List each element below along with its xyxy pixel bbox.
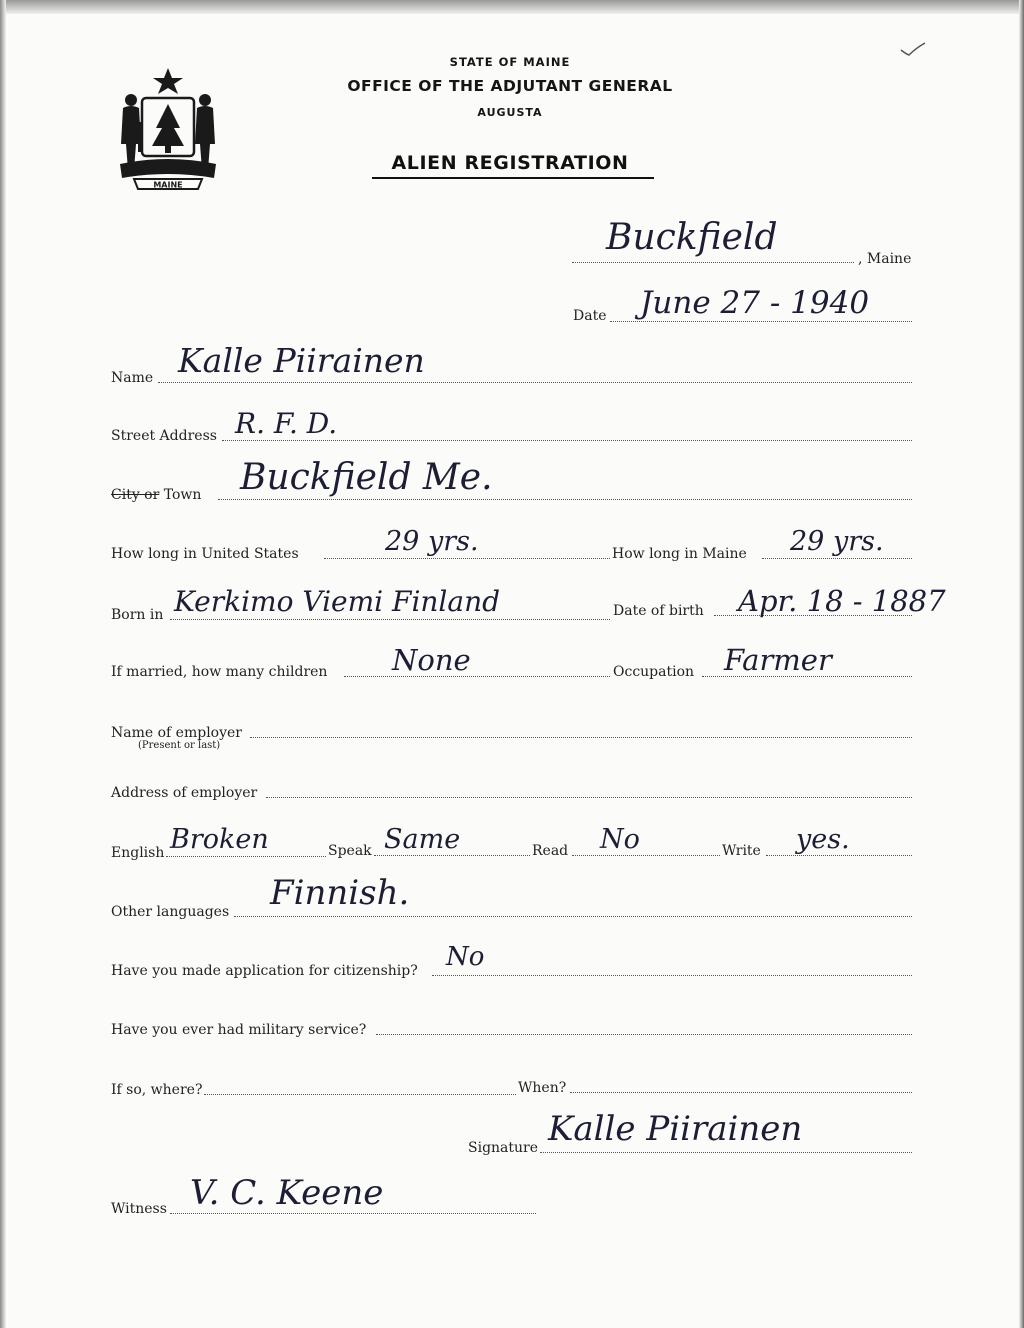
military-label: Have you ever had military service? [111,1022,367,1038]
where-line [204,1094,516,1095]
english-line [166,856,326,857]
read-line [572,855,720,856]
read-entry: No [600,824,640,855]
office-heading: OFFICE OF THE ADJUTANT GENERAL [347,77,673,95]
speak-label: Speak [328,843,372,859]
born-in-line [170,619,610,620]
signature-entry: Kalle Piirainen [548,1109,803,1149]
name-label: Name [111,370,154,386]
name-line [158,382,912,383]
children-label: If married, how many children [111,664,328,680]
write-entry: yes. [796,824,850,855]
citizenship-line [432,975,912,976]
check-mark-icon [898,40,928,60]
witness-label: Witness [111,1201,167,1217]
english-label: English [111,845,165,861]
employer-line [250,737,912,738]
how-long-us-line [324,558,610,559]
place-entry: Buckfield [606,217,778,258]
maine-label: , Maine [858,251,912,267]
signature-label: Signature [468,1140,539,1156]
employer-address-label: Address of employer [111,785,258,801]
occupation-label: Occupation [613,664,695,680]
citizenship-label: Have you made application for citizenship? [111,963,418,979]
born-in-label: Born in [111,607,164,623]
name-entry: Kalle Piirainen [178,341,425,380]
when-line [570,1092,912,1093]
city-heading: AUGUSTA [477,106,543,119]
children-line [344,676,610,677]
other-languages-entry: Finnish. [270,873,410,913]
signature-line [540,1152,912,1153]
date-entry: June 27 - 1940 [640,285,870,321]
military-line [376,1034,912,1035]
write-line [766,855,912,856]
how-long-maine-line [762,558,912,559]
city-or-struck-label: City or [111,487,160,503]
maine-state-seal-icon [112,66,224,190]
speak-line [374,855,530,856]
other-languages-label: Other languages [111,904,230,920]
state-heading: STATE OF MAINE [449,55,571,69]
witness-entry: V. C. Keene [190,1173,384,1213]
street-entry: R. F. D. [235,407,338,440]
speak-entry: Same [384,824,461,855]
town-label: Town [163,487,202,503]
form-title: ALIEN REGISTRATION [391,152,629,174]
place-line [572,262,854,263]
born-in-entry: Kerkimo Viemi Finland [174,585,501,618]
how-long-us-label: How long in United States [111,546,299,562]
employer-address-line [266,797,912,798]
date-of-birth-entry: Apr. 18 - 1887 [738,584,946,618]
seal-text: MAINE [153,180,183,190]
write-label: Write [722,843,761,859]
scan-edge-right [1019,0,1024,1328]
scan-edge-top [0,0,1024,14]
how-long-maine-entry: 29 yrs. [790,526,884,557]
where-label: If so, where? [111,1082,203,1098]
occupation-entry: Farmer [724,643,832,677]
children-entry: None [392,643,471,677]
how-long-maine-label: How long in Maine [612,546,747,562]
english-entry: Broken [170,824,269,855]
date-label: Date [573,308,607,324]
date-of-birth-label: Date of birth [613,603,704,619]
other-languages-line [234,916,912,917]
town-line [218,499,912,500]
title-underline [372,177,654,179]
read-label: Read [532,843,569,859]
witness-line [170,1213,536,1214]
how-long-us-entry: 29 yrs. [385,526,479,557]
when-label: When? [518,1080,567,1096]
citizenship-entry: No [446,942,485,972]
employer-label: Name of employer [111,725,242,741]
date-line [610,321,912,322]
scan-edge-left [0,0,6,1328]
street-label: Street Address [111,428,217,444]
town-entry: Buckfield Me. [240,457,493,498]
street-line [222,440,912,441]
employer-note: (Present or last) [138,740,221,751]
city-town-label [111,487,201,503]
